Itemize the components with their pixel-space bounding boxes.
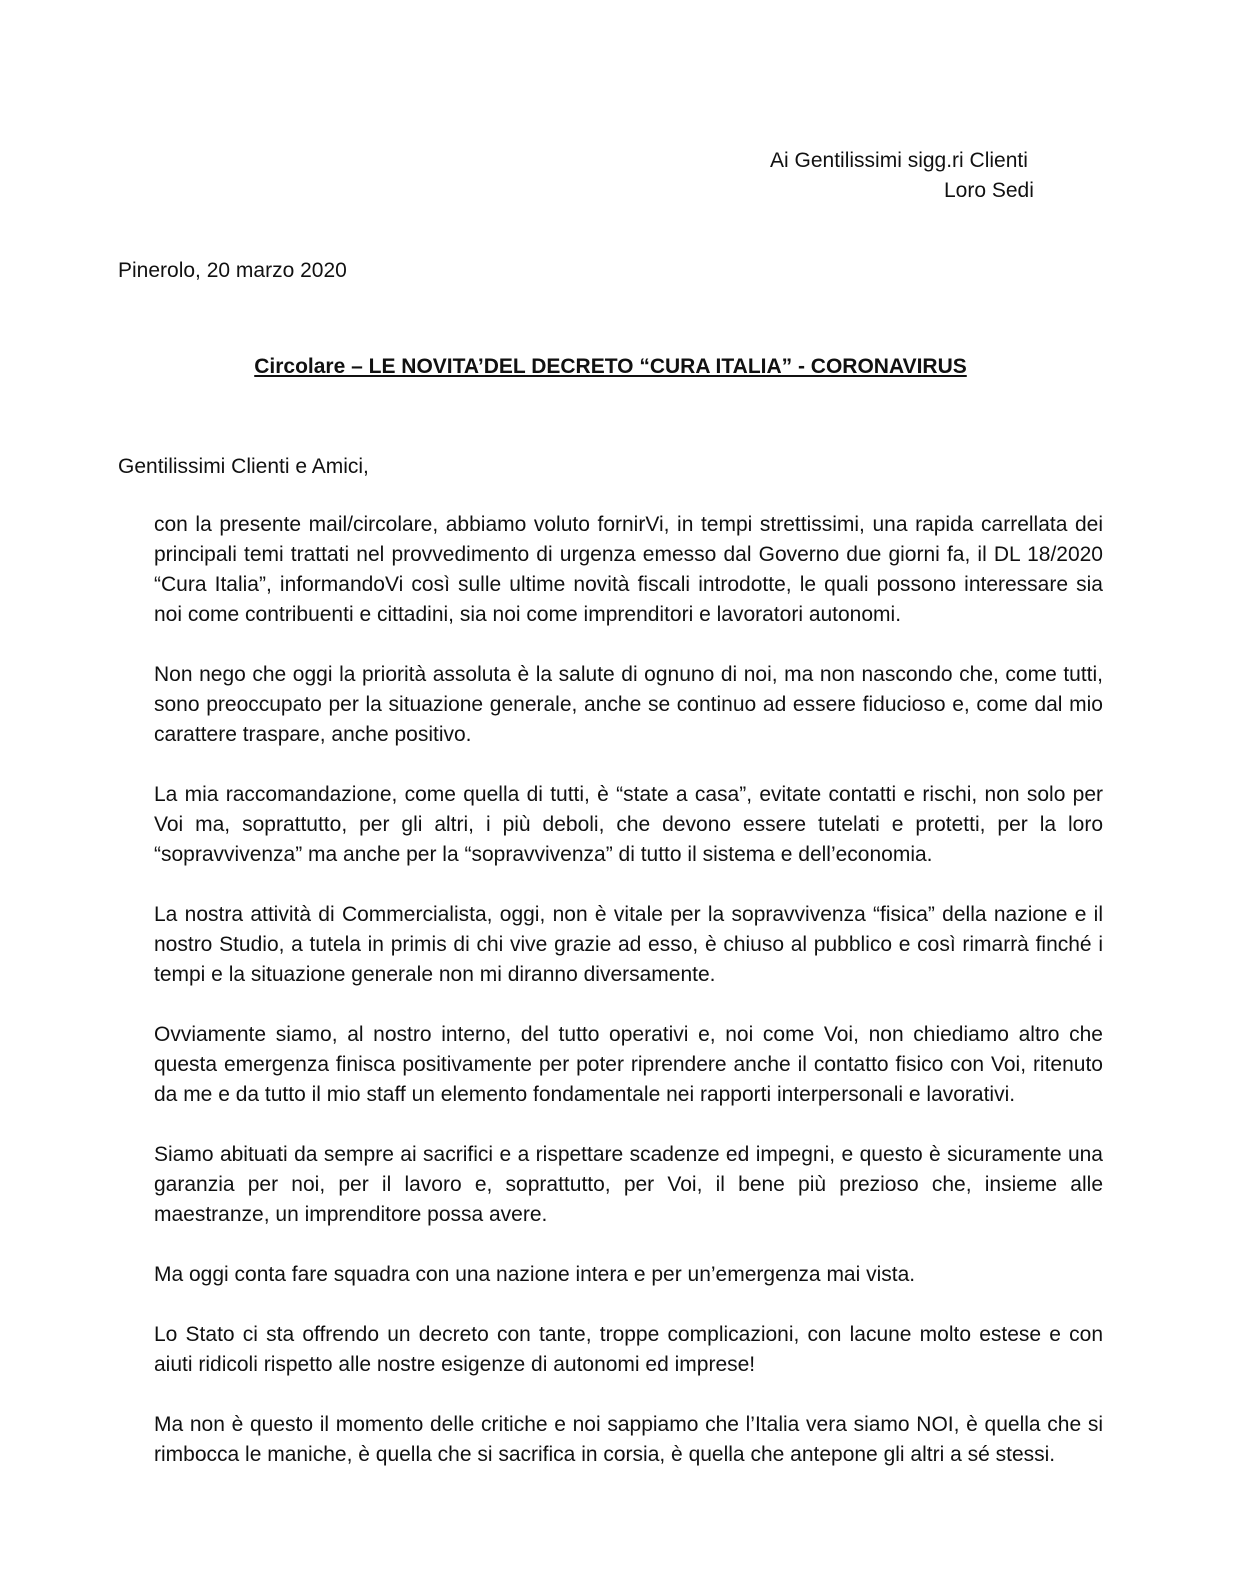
body-paragraph: La nostra attività di Commercialista, oggi, non è vitale per la sopravvivenza “fisica” della nazione e il nostro Studio, a tutela in primis di chi vive grazie ad esso, è chiuso al pubblico e così rimarrà finché i tempi e la situazione generale non mi diranno diversamente.	[154, 903, 1103, 986]
addressee-line-location: Loro Sedi	[944, 179, 1034, 202]
body-paragraph: Ovviamente siamo, al nostro interno, del tutto operativi e, noi come Voi, non chiediamo altro che questa emergenza finisca positivamente per poter riprendere anche il contatto fisico con Voi, ritenuto da me e da tutto il mio staff un elemento fondamentale nei rapporti interpersonali e lavorativi.	[154, 1023, 1103, 1106]
body-paragraph: Siamo abituati da sempre ai sacrifici e a rispettare scadenze ed impegni, e questo è sicuramente una garanzia per noi, per il lavoro e, soprattutto, per Voi, il bene più prezioso che, insieme alle maestranze, un imprenditore possa avere.	[154, 1143, 1103, 1226]
addressee-block	[770, 146, 1034, 206]
body-paragraph: con la presente mail/circolare, abbiamo voluto fornirVi, in tempi strettissimi, una rapida carrellata dei principali temi trattati nel provvedimento di urgenza emesso dal Governo due giorni fa, il DL 18/2020 “Cura Italia”, informandoVi così sulle ultime novità fiscali introdotte, le quali possono interessare sia noi come contribuenti e cittadini, sia noi come imprenditori e lavoratori autonomi.	[154, 513, 1103, 626]
place-date: Pinerolo, 20 marzo 2020	[118, 259, 347, 282]
body-paragraph: Lo Stato ci sta offrendo un decreto con tante, troppe complicazioni, con lacune molto estese e con aiuti ridicoli rispetto alle nostre esigenze di autonomi ed imprese!	[154, 1323, 1103, 1376]
salutation: Gentilissimi Clienti e Amici,	[118, 455, 369, 478]
body-paragraph: Non nego che oggi la priorità assoluta è la salute di ognuno di noi, ma non nascondo che, come tutti, sono preoccupato per la situazione generale, anche se continuo ad essere fiducioso e, come dal mio carattere traspare, anche positivo.	[154, 663, 1103, 746]
body-paragraph: Ma non è questo il momento delle critiche e noi sappiamo che l’Italia vera siamo NOI, è quella che si rimbocca le maniche, è quella che si sacrifica in corsia, è quella che antepone gli altri a sé stessi.	[154, 1413, 1103, 1466]
addressee-line-recipients: Ai Gentilissimi sigg.ri Clienti	[770, 149, 1028, 172]
body-paragraph: Ma oggi conta fare squadra con una nazione intera e per un’emergenza mai vista.	[154, 1263, 916, 1286]
letter-subject: Circolare – LE NOVITA’DEL DECRETO “CURA ITALIA” - CORONAVIRUS	[254, 355, 967, 378]
letter-body	[154, 510, 1103, 1470]
body-paragraph: La mia raccomandazione, come quella di tutti, è “state a casa”, evitate contatti e rischi, non solo per Voi ma, soprattutto, per gli altri, i più deboli, che devono essere tutelati e protetti, per la loro “sopravvivenza” ma anche per la “sopravvivenza” di tutto il sistema e dell’economia.	[154, 783, 1103, 866]
